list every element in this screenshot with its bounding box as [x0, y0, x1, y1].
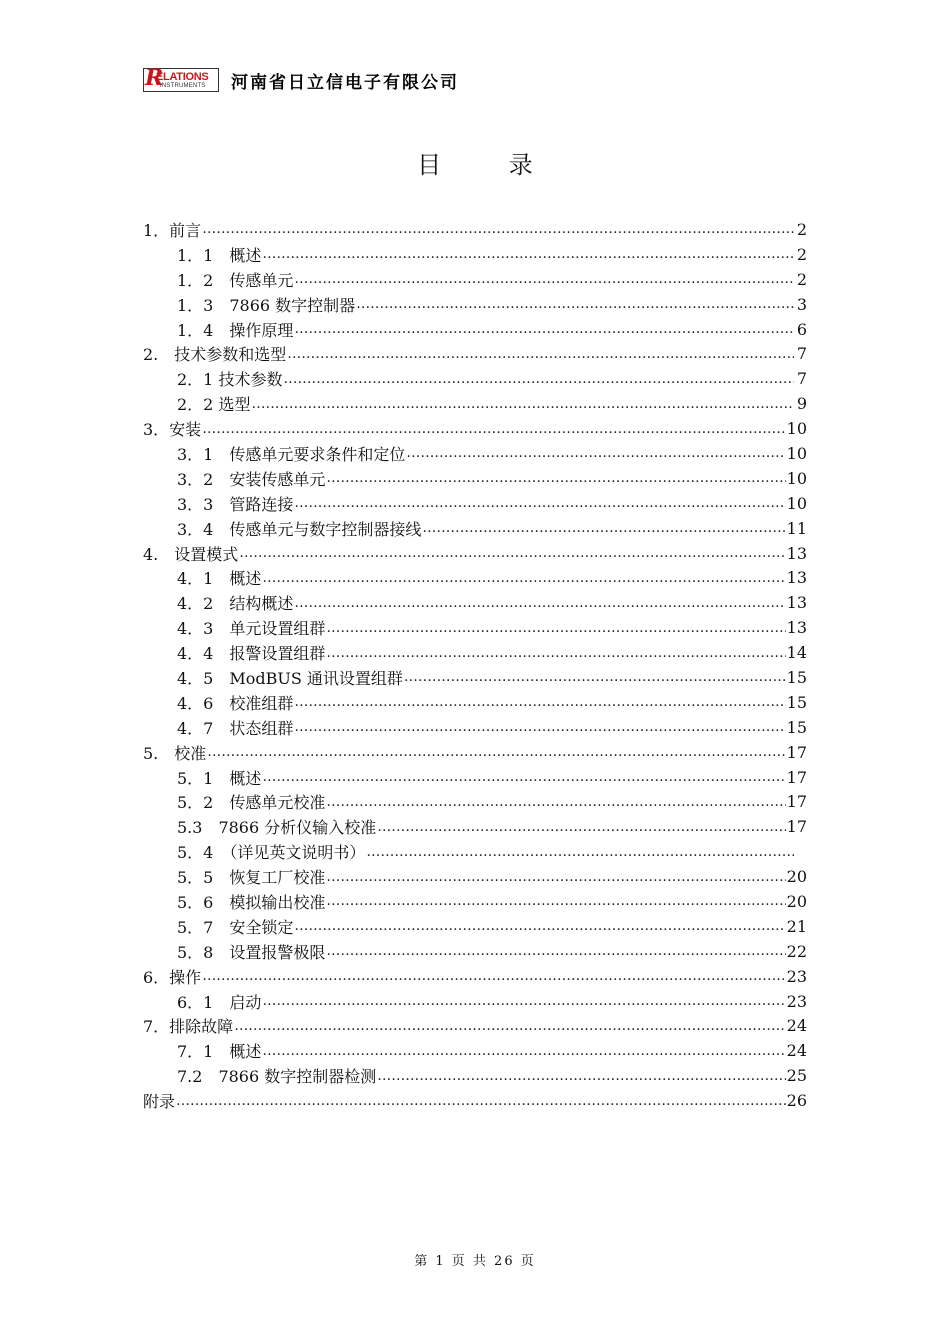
- toc-entry-page-number: 10: [786, 419, 807, 439]
- toc-leader-dots: [239, 545, 785, 561]
- toc-leader-dots: [294, 495, 785, 511]
- toc-entry-label: 5．5 恢复工厂校准: [177, 868, 326, 888]
- toc-entry[interactable]: [143, 391, 807, 416]
- toc-entry-label: 3．1 传感单元要求条件和定位: [177, 444, 406, 464]
- toc-entry-label: 3．4 传感单元与数字控制器接线: [177, 519, 422, 539]
- toc-entry[interactable]: [143, 1038, 807, 1063]
- toc-leader-dots: [366, 844, 794, 860]
- toc-entry-label: 7．排除故障: [143, 1017, 234, 1037]
- toc-entry-label: 3．3 管路连接: [177, 494, 294, 514]
- toc-entry-page-number: 23: [786, 991, 807, 1011]
- toc-entry[interactable]: [143, 939, 807, 964]
- toc-entry-label: 附录: [143, 1092, 176, 1112]
- toc-leader-dots: [262, 246, 794, 262]
- toc-entry-label: 6．操作: [143, 967, 202, 987]
- toc-entry-page-number: 13: [786, 618, 807, 638]
- toc-entry[interactable]: [143, 1088, 807, 1113]
- toc-entry-page-number: 10: [786, 468, 807, 488]
- toc-leader-dots: [377, 1068, 785, 1084]
- toc-entry-page-number: 17: [786, 742, 807, 762]
- toc-leader-dots: [294, 595, 785, 611]
- toc-entry-label: 3．2 安装传感单元: [177, 469, 326, 489]
- toc-entry-label: 5．6 模拟输出校准: [177, 892, 326, 912]
- toc-entry[interactable]: [143, 665, 807, 690]
- page-header: [143, 67, 459, 93]
- toc-entry-page-number: 2: [796, 244, 807, 264]
- toc-entry-page-number: 20: [786, 867, 807, 887]
- toc-leader-dots: [262, 570, 785, 586]
- toc-entry[interactable]: [143, 416, 807, 441]
- toc-entry[interactable]: [143, 715, 807, 740]
- toc-leader-dots: [404, 669, 786, 685]
- toc-entry[interactable]: [143, 292, 807, 317]
- toc-entry-label: 1．4 操作原理: [177, 320, 294, 340]
- toc-entry-label: 4．3 单元设置组群: [177, 619, 326, 639]
- toc-entry-page-number: 22: [786, 941, 807, 961]
- toc-entry-page-number: 13: [786, 568, 807, 588]
- toc-leader-dots: [294, 918, 785, 934]
- toc-entry[interactable]: [143, 217, 807, 242]
- toc-entry-page-number: 26: [786, 1091, 807, 1111]
- toc-entry-label: 7.2 7866 数字控制器检测: [177, 1067, 377, 1087]
- toc-entry[interactable]: [143, 516, 807, 541]
- toc-entry-label: 4．4 报警设置组群: [177, 644, 326, 664]
- company-name: 河南省日立信电子有限公司: [231, 72, 459, 93]
- toc-leader-dots: [326, 794, 785, 810]
- toc-entry-page-number: 15: [786, 667, 807, 687]
- table-of-contents: [143, 217, 807, 1113]
- toc-entry-page-number: 7: [796, 344, 807, 364]
- toc-entry[interactable]: [143, 740, 807, 765]
- logo-subtitle: INSTRUMENTS: [160, 83, 206, 89]
- toc-entry-page-number: 10: [786, 493, 807, 513]
- toc-entry-page-number: 23: [786, 966, 807, 986]
- toc-entry[interactable]: [143, 839, 807, 864]
- toc-entry-page-number: 24: [786, 1041, 807, 1061]
- toc-entry-label: 4．6 校准组群: [177, 693, 294, 713]
- toc-entry-label: 5．2 传感单元校准: [177, 793, 326, 813]
- toc-entry-label: 3．安装: [143, 420, 202, 440]
- toc-entry[interactable]: [143, 441, 807, 466]
- toc-leader-dots: [283, 371, 794, 387]
- toc-leader-dots: [202, 968, 785, 984]
- page-footer: 第 1 页 共 26 页: [414, 1254, 536, 1269]
- toc-leader-dots: [356, 296, 794, 312]
- toc-entry-label: 2．2 选型: [177, 395, 251, 415]
- toc-leader-dots: [262, 769, 785, 785]
- toc-entry[interactable]: [143, 1014, 807, 1039]
- toc-leader-dots: [294, 719, 785, 735]
- logo-letter: R: [145, 65, 164, 91]
- toc-entry[interactable]: [143, 789, 807, 814]
- toc-leader-dots: [262, 1043, 785, 1059]
- toc-entry[interactable]: [143, 864, 807, 889]
- toc-entry[interactable]: [143, 366, 807, 391]
- toc-leader-dots: [234, 1018, 785, 1034]
- toc-leader-dots: [326, 893, 785, 909]
- toc-leader-dots: [202, 421, 785, 437]
- toc-entry-label: 4．7 状态组群: [177, 718, 294, 738]
- toc-entry[interactable]: [143, 989, 807, 1014]
- toc-leader-dots: [207, 744, 785, 760]
- toc-leader-dots: [176, 1093, 786, 1109]
- toc-entry-page-number: 6: [796, 319, 807, 339]
- toc-entry-label: 4．5 ModBUS 通讯设置组群: [177, 668, 403, 688]
- toc-leader-dots: [294, 694, 785, 710]
- toc-leader-dots: [326, 943, 785, 959]
- toc-entry-label: 5．7 安全锁定: [177, 917, 294, 937]
- toc-entry-label: 2. 技术参数和选型: [143, 345, 287, 365]
- toc-entry[interactable]: [143, 242, 807, 267]
- toc-entry[interactable]: [143, 615, 807, 640]
- toc-entry-page-number: 17: [786, 817, 807, 837]
- toc-entry-label: 5．4 （详见英文说明书）: [177, 843, 366, 863]
- toc-entry[interactable]: [143, 640, 807, 665]
- toc-entry[interactable]: [143, 466, 807, 491]
- toc-entry[interactable]: [143, 541, 807, 566]
- toc-entry-page-number: 17: [786, 792, 807, 812]
- toc-entry-page-number: 20: [786, 891, 807, 911]
- toc-entry-page-number: 17: [786, 767, 807, 787]
- toc-leader-dots: [262, 993, 785, 1009]
- toc-entry-label: 1．前言: [143, 220, 202, 240]
- toc-entry-page-number: 2: [796, 219, 807, 239]
- toc-entry-label: 2．1 技术参数: [177, 370, 283, 390]
- toc-entry[interactable]: [143, 341, 807, 366]
- toc-entry-page-number: 13: [786, 593, 807, 613]
- toc-entry[interactable]: [143, 964, 807, 989]
- logo-wordmark: ELATIONS: [156, 71, 209, 83]
- toc-entry[interactable]: [143, 765, 807, 790]
- toc-entry-page-number: 25: [786, 1066, 807, 1086]
- toc-entry-label: 1．1 概述: [177, 245, 262, 265]
- toc-entry-page-number: 3: [796, 294, 807, 314]
- toc-entry-label: 4. 设置模式: [143, 544, 239, 564]
- toc-entry-page-number: 15: [786, 692, 807, 712]
- toc-leader-dots: [326, 645, 785, 661]
- toc-leader-dots: [294, 271, 794, 287]
- toc-entry[interactable]: [143, 690, 807, 715]
- toc-entry-label: 4．1 概述: [177, 569, 262, 589]
- toc-entry[interactable]: [143, 267, 807, 292]
- toc-entry-label: 6．1 启动: [177, 992, 262, 1012]
- toc-entry[interactable]: [143, 565, 807, 590]
- toc-entry[interactable]: [143, 317, 807, 342]
- toc-entry-page-number: 7: [796, 369, 807, 389]
- toc-leader-dots: [326, 620, 785, 636]
- toc-entry-label: 5.3 7866 分析仪输入校准: [177, 818, 377, 838]
- toc-leader-dots: [326, 470, 785, 486]
- toc-entry-page-number: 14: [786, 643, 807, 663]
- toc-entry-label: 1．3 7866 数字控制器: [177, 295, 356, 315]
- toc-entry-page-number: 13: [786, 543, 807, 563]
- page-title: 目 录: [417, 151, 563, 179]
- toc-entry-page-number: 15: [786, 717, 807, 737]
- toc-leader-dots: [377, 819, 785, 835]
- toc-leader-dots: [294, 321, 794, 337]
- toc-entry-label: 5．1 概述: [177, 768, 262, 788]
- toc-entry[interactable]: [143, 590, 807, 615]
- toc-leader-dots: [406, 445, 785, 461]
- toc-entry[interactable]: [143, 491, 807, 516]
- toc-entry-label: 5．8 设置报警极限: [177, 942, 326, 962]
- toc-leader-dots: [287, 346, 794, 362]
- toc-entry-page-number: 10: [786, 443, 807, 463]
- toc-entry[interactable]: [143, 1063, 807, 1088]
- toc-entry-page-number: 11: [786, 518, 807, 538]
- toc-entry[interactable]: [143, 889, 807, 914]
- toc-leader-dots: [326, 869, 785, 885]
- toc-entry-label: 4．2 结构概述: [177, 594, 294, 614]
- toc-entry-label: 7．1 概述: [177, 1042, 262, 1062]
- toc-entry-page-number: 2: [796, 269, 807, 289]
- toc-entry-page-number: 21: [786, 916, 807, 936]
- toc-leader-dots: [422, 520, 785, 536]
- toc-entry-label: 1．2 传感单元: [177, 270, 294, 290]
- toc-entry-page-number: 24: [786, 1016, 807, 1036]
- toc-entry-page-number: 9: [796, 394, 807, 414]
- company-logo: [143, 65, 219, 92]
- toc-entry-label: 5. 校准: [143, 743, 207, 763]
- toc-entry[interactable]: [143, 814, 807, 839]
- toc-leader-dots: [251, 396, 794, 412]
- toc-entry[interactable]: [143, 914, 807, 939]
- toc-leader-dots: [202, 221, 794, 237]
